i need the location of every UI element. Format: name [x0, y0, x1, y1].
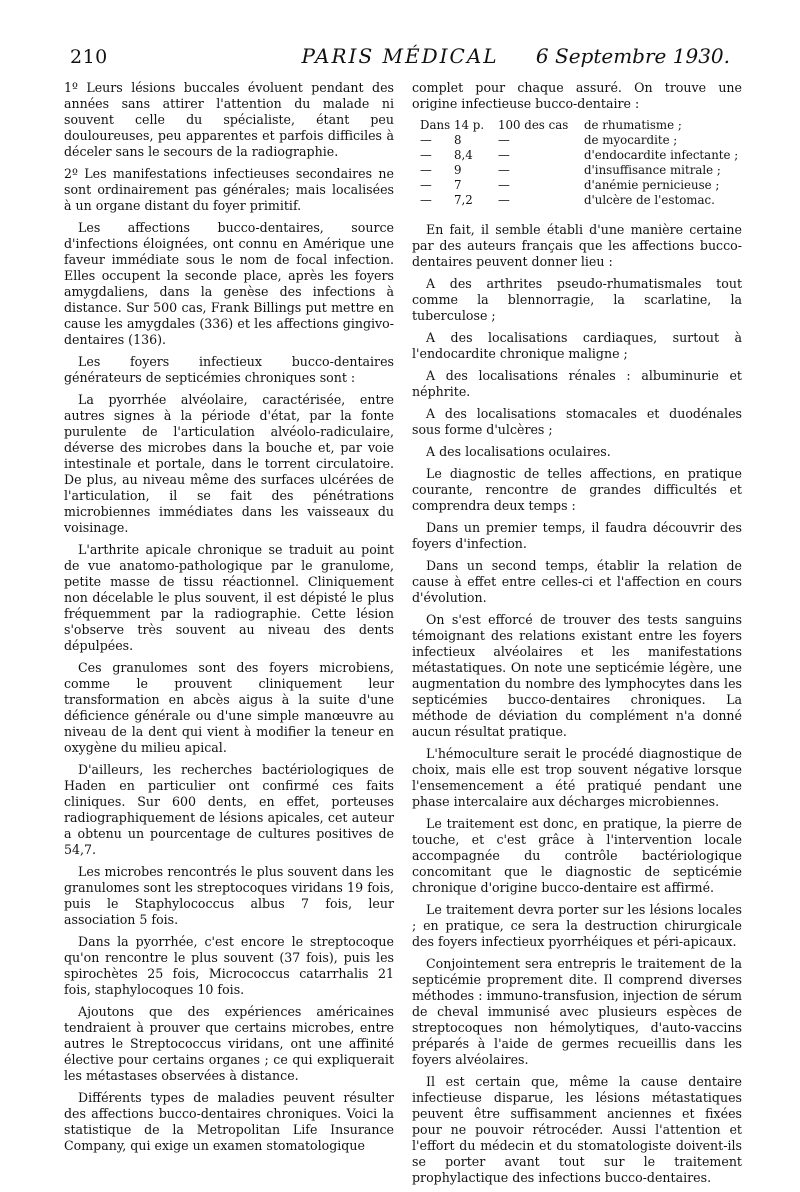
- paragraph: 2º Les manifestations infectieuses secondaires ne sont ordinairement pas générales; mais localisées à un organe distant du foyer primitif.: [64, 166, 394, 213]
- paragraph: A des localisations cardiaques, surtout à l'endocardite chronique maligne ;: [412, 330, 742, 361]
- stat-row: Dans 14 p. 100 des cas de rhumatisme ;: [420, 118, 682, 132]
- stat-row: — 8,4 — d'endocardite infectante ;: [420, 148, 739, 162]
- paragraph: Conjointement sera entrepris le traitement de la septicémie proprement dite. Il comprend diverses méthodes : immuno-transfusion, injection de sérum de cheval immunisé avec plusieurs espèces de streptocoques non hémolytiques, d'auto-vaccins préparés à l'aide de germes recueillis dans les foyers alvéolaires.: [412, 956, 742, 1067]
- journal-title: PARIS MÉDICAL: [301, 44, 499, 68]
- page-header: [40, 40, 760, 70]
- paragraph: Ces granulomes sont des foyers microbiens, comme le prouvent cliniquement leur transformation en abcès aigus à la suite d'une déficience générale ou d'une simple manœuvre au niveau de la dent qui vient à modifier la teneur en oxygène du milieu apical.: [64, 660, 394, 755]
- paragraph: Les microbes rencontrés le plus souvent dans les granulomes sont les streptocoques viridans 19 fois, puis le Staphylococcus albus 7 fois, leur association 5 fois.: [64, 864, 394, 927]
- paragraph: D'ailleurs, les recherches bactériologiques de Haden en particulier ont confirmé ces faits cliniques. Sur 600 dents, en effet, porteuses radiographiquement de lésions apicales, cet auteur a obtenu un pourcentage de cultures positives de 54,7.: [64, 762, 394, 857]
- paragraph: Différents types de maladies peuvent résulter des affections bucco-dentaires chroniques. Voici la statistique de la Metropolitan Life Insurance Company, qui exige un examen stomatologique: [64, 1090, 394, 1153]
- paragraph: En fait, il semble établi d'une manière certaine par des auteurs français que les affections bucco-dentaires peuvent donner lieu :: [412, 222, 742, 269]
- page-number: 210: [70, 46, 108, 68]
- paragraph: 1º Leurs lésions buccales évoluent pendant des années sans attirer l'attention du malade ni souvent celle du spécialiste, étant peu douloureuses, peu apparentes et parfois difficiles à déceler sans le secours de la radiographie.: [64, 80, 394, 159]
- paragraph: A des localisations stomacales et duodénales sous forme d'ulcères ;: [412, 406, 742, 437]
- paragraph: A des arthrites pseudo-rhumatismales tout comme la blennorragie, la scarlatine, la tuberculose ;: [412, 276, 742, 323]
- paragraph: A des localisations rénales : albuminurie et néphrite.: [412, 368, 742, 399]
- paragraph: Les foyers infectieux bucco-dentaires générateurs de septicémies chroniques sont :: [64, 354, 394, 385]
- paragraph: Le traitement est donc, en pratique, la pierre de touche, et c'est grâce à l'intervention locale accompagnée du contrôle bactériologique concomitant que le diagnostic de septicémie chronique d'origine bucco-dentaire est affirmé.: [412, 816, 742, 895]
- paragraph: Dans un premier temps, il faudra découvrir des foyers d'infection.: [412, 520, 742, 551]
- right-column: [412, 80, 742, 1192]
- paragraph: A des localisations oculaires.: [426, 444, 611, 459]
- paragraph: Ajoutons que des expériences américaines tendraient à prouver que certains microbes, entre autres le Streptococcus viridans, ont une affinité élective pour certains organes ; ce qui expliquerait les métastases observées à distance.: [64, 1004, 394, 1083]
- stat-row: — 7 — d'anémie pernicieuse ;: [420, 178, 720, 192]
- left-column: [64, 80, 394, 1160]
- paragraph: complet pour chaque assuré. On trouve une origine infectieuse bucco-dentaire :: [412, 80, 742, 111]
- paragraph: Dans la pyorrhée, c'est encore le streptocoque qu'on rencontre le plus souvent (37 fois), puis les spirochètes 25 fois, Micrococcus catarrhalis 21 fois, staphylocoques 10 fois.: [64, 934, 394, 997]
- paragraph: Il est certain que, même la cause dentaire infectieuse disparue, les lésions métastatiques peuvent être suffisamment anciennes et fixées pour ne pouvoir rétrocéder. Aussi l'attention et l'effort du médecin et du stomatologiste doivent-ils se porter avant tout sur le traitement prophylactique des infections bucco-dentaires.: [412, 1074, 742, 1185]
- paragraph: On s'est efforcé de trouver des tests sanguins témoignant des relations existant entre les foyers infectieux alvéolaires et les manifestations métastatiques. On note une septicémie légère, une augmentation du nombre des lymphocytes dans les septicémies bucco-dentaires chroniques. La méthode de déviation du complément n'a donné aucun résultat pratique.: [412, 612, 742, 739]
- paragraph: La pyorrhée alvéolaire, caractérisée, entre autres signes à la période d'état, par la fonte purulente de l'articulation alvéolo-radiculaire, déverse des microbes dans la bouche et, par voie intestinale et portale, dans le torrent circulatoire. De plus, au niveau même des surfaces ulcérées de l'articulation, il se fait des pénétrations microbiennes immédiates dans les vaisseaux du voisinage.: [64, 392, 394, 535]
- stat-row: — 9 — d'insuffisance mitrale ;: [420, 163, 721, 177]
- paragraph: Les affections bucco-dentaires, source d'infections éloignées, ont connu en Amérique une faveur immédiate sous le nom de focal infection. Elles occupent la seconde place, après les foyers amygdaliens, dans la genèse des infections à distance. Sur 500 cas, Frank Billings put mettre en cause les amygdales (336) et les affections gingivo-dentaires (136).: [64, 220, 394, 347]
- stat-row: — 8 — de myocardite ;: [420, 133, 678, 147]
- stat-row: — 7,2 — d'ulcère de l'estomac.: [420, 193, 715, 207]
- paragraph: L'hémoculture serait le procédé diagnostique de choix, mais elle est trop souvent négative lorsque l'ensemencement a été pratiqué pendant une phase intercalaire aux décharges microbiennes.: [412, 746, 742, 809]
- issue-date: 6 Septembre 1930.: [535, 44, 730, 68]
- statistics-table: [420, 118, 742, 208]
- paragraph: Dans un second temps, établir la relation de cause à effet entre celles-ci et l'affection en cours d'évolution.: [412, 558, 742, 605]
- paragraph: Le diagnostic de telles affections, en pratique courante, rencontre de grandes difficultés et comprendra deux temps :: [412, 466, 742, 513]
- paragraph: L'arthrite apicale chronique se traduit au point de vue anatomo-pathologique par le granulome, petite masse de tissu réactionnel. Cliniquement non décelable le plus souvent, il est dépisté le plus fréquemment par la radiographie. Cette lésion s'observe très souvent au niveau des dents dépulpées.: [64, 542, 394, 653]
- paragraph: Le traitement devra porter sur les lésions locales ; en pratique, ce sera la destruction chirurgicale des foyers infectieux pyorrhéiques et péri-apicaux.: [412, 902, 742, 949]
